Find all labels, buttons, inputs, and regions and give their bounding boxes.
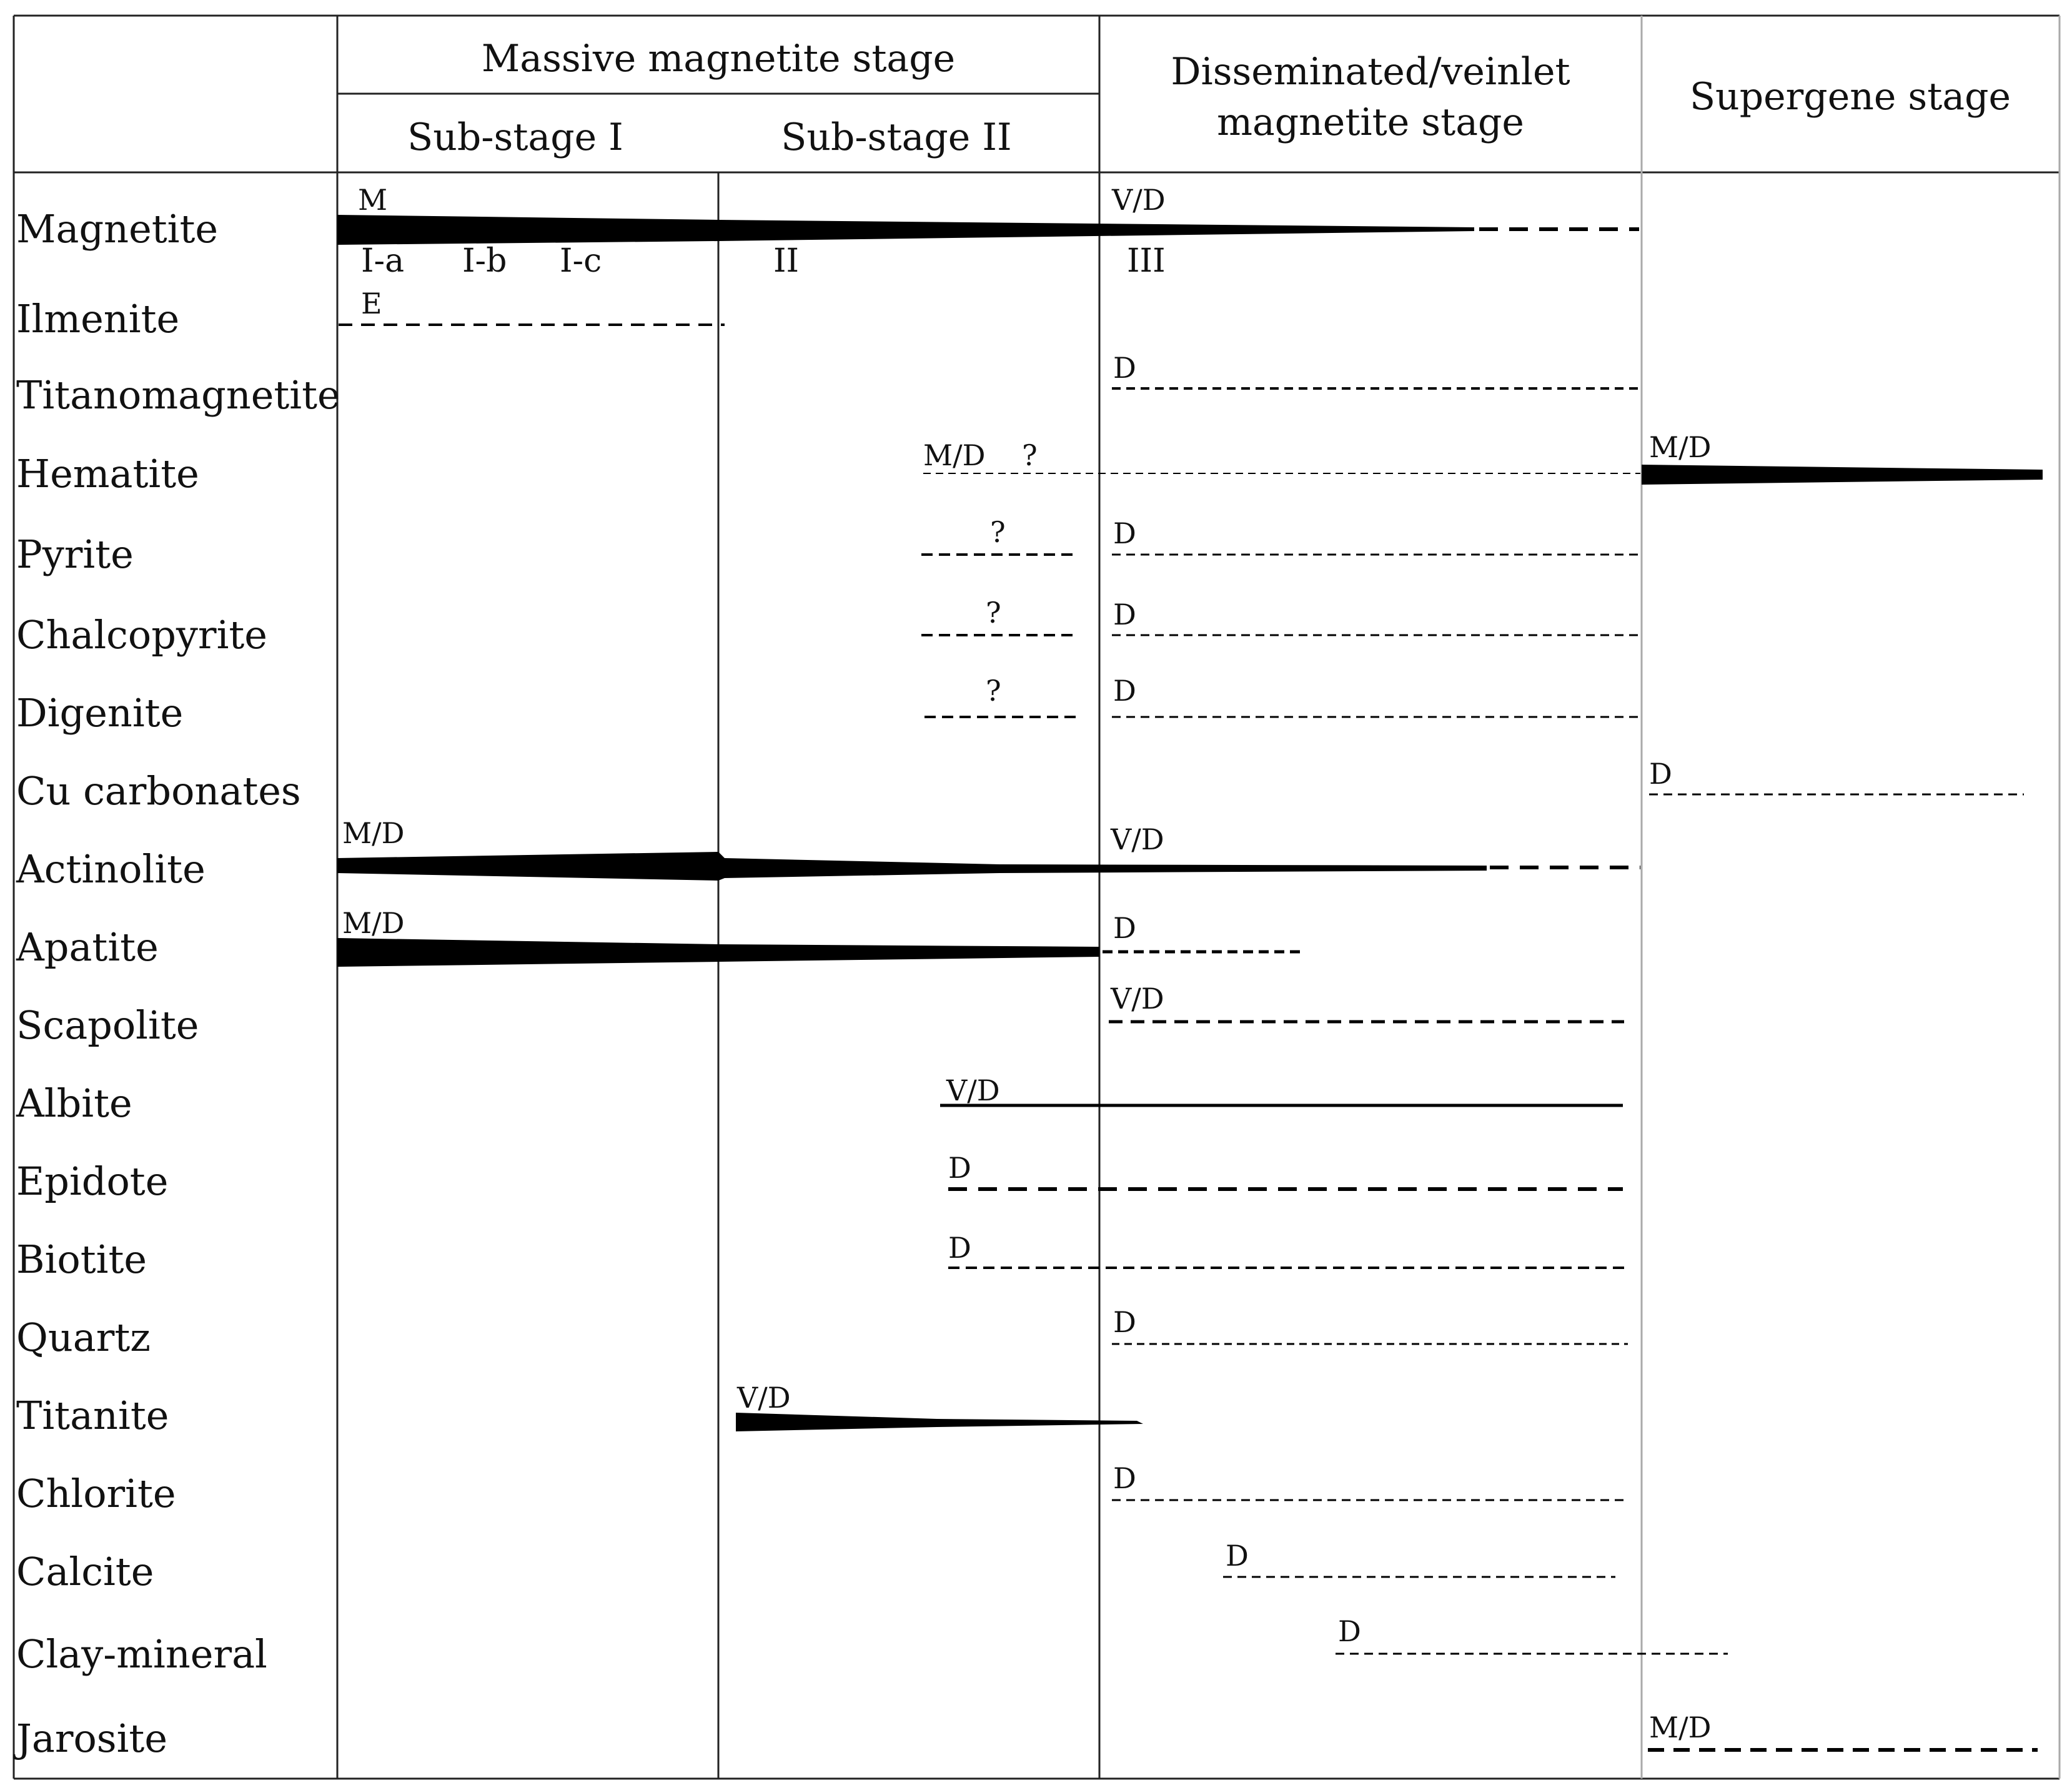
mineral-name-magnetite: Magnetite [16, 206, 219, 252]
magnetite-substage-ib: I-b [462, 242, 507, 280]
mineral-name-jarosite: Jarosite [16, 1716, 168, 1761]
range-bars-albite [940, 1074, 1623, 1107]
substage-1-header: Sub-stage I [407, 116, 623, 159]
mineral-name-ilmenite: Ilmenite [16, 296, 180, 342]
digenite-code-d: D [1113, 674, 1136, 708]
quartz-code-d: D [1113, 1305, 1136, 1339]
mineral-name-apatite: Apatite [16, 924, 159, 970]
magnetite-substage-ic: I-c [560, 242, 602, 280]
range-bars-clay-mineral [1336, 1614, 1728, 1654]
table-frame [14, 16, 2060, 1779]
range-bars-hematite [923, 430, 2043, 485]
actinolite-bar [337, 852, 1487, 881]
disseminated-stage-header-line1: Disseminated/veinlet [1171, 50, 1570, 94]
range-bars-epidote [948, 1151, 1623, 1189]
disseminated-stage-header-line2: magnetite stage [1217, 101, 1524, 144]
supergene-stage-header: Supergene stage [1689, 75, 2011, 119]
hematite-code-question: ? [1022, 438, 1038, 472]
range-bars-chlorite [1112, 1461, 1628, 1500]
range-bars-ilmenite [339, 287, 725, 325]
magnetite-code-m: M [358, 183, 388, 217]
titanomagnetite-code-d: D [1113, 351, 1136, 385]
calcite-code-d: D [1226, 1539, 1249, 1573]
range-bars-titanomagnetite [1112, 351, 1639, 388]
biotite-code-d: D [948, 1231, 971, 1265]
magnetite-substage-iii: III [1127, 242, 1166, 280]
range-bars-scapolite [1109, 982, 1624, 1022]
mineral-name-scapolite: Scapolite [16, 1002, 199, 1048]
substage-2-header: Sub-stage II [781, 116, 1012, 159]
pyrite-code-question: ? [990, 515, 1006, 549]
epidote-code-d: D [948, 1151, 971, 1185]
mineral-names [12, 206, 340, 1761]
mineral-name-chalcopyrite: Chalcopyrite [16, 612, 268, 658]
pyrite-code-d: D [1113, 516, 1136, 550]
mineral-name-calcite: Calcite [16, 1549, 154, 1594]
apatite-code-d: D [1113, 911, 1136, 945]
range-bars-quartz [1112, 1305, 1628, 1344]
range-bars-pyrite [921, 515, 1639, 555]
hematite-code-md: M/D [923, 438, 986, 472]
chlorite-code-d: D [1113, 1461, 1136, 1495]
hematite-code-md-supergene: M/D [1649, 430, 1712, 464]
jarosite-code-md: M/D [1649, 1711, 1712, 1744]
hematite-supergene-bar [1642, 465, 2043, 485]
mineral-name-digenite: Digenite [16, 690, 184, 736]
magnetite-code-vd: V/D [1112, 183, 1166, 217]
range-bars-calcite [1223, 1539, 1615, 1577]
actinolite-code-vd: V/D [1111, 822, 1164, 856]
mineral-name-epidote: Epidote [16, 1158, 169, 1204]
mineral-name-clay-mineral: Clay-mineral [16, 1631, 267, 1677]
range-bars-titanite [736, 1381, 1143, 1431]
range-bars-jarosite [1648, 1711, 2038, 1750]
scapolite-code-vd: V/D [1111, 982, 1164, 1015]
mineral-name-quartz: Quartz [16, 1315, 151, 1360]
mineral-name-pyrite: Pyrite [16, 531, 134, 577]
range-bars-chalcopyrite [921, 596, 1639, 635]
albite-code-vd: V/D [946, 1074, 1000, 1107]
magnetite-massive-bar [337, 215, 1474, 245]
magnetite-substage-ia: I-a [361, 242, 405, 280]
range-bars-apatite [337, 906, 1306, 967]
header [407, 37, 2011, 159]
mineral-name-chlorite: Chlorite [16, 1471, 176, 1516]
mineral-name-hematite: Hematite [16, 451, 199, 496]
magnetite-substage-ii: II [773, 242, 800, 280]
mineral-name-titanite: Titanite [16, 1393, 169, 1438]
range-bars-biotite [948, 1231, 1625, 1268]
range-bars-actinolite [337, 816, 1640, 881]
actinolite-code-md: M/D [342, 816, 405, 850]
range-bars-digenite [924, 674, 1639, 717]
mineral-name-cu-carbonates: Cu carbonates [16, 768, 301, 814]
chalcopyrite-code-d: D [1113, 598, 1136, 631]
titanite-code-vd: V/D [737, 1381, 791, 1415]
digenite-code-question: ? [986, 674, 1001, 708]
mineral-name-titanomagnetite: Titanomagnetite [16, 372, 340, 418]
ilmenite-code-e: E [361, 287, 382, 320]
mineral-name-albite: Albite [16, 1080, 132, 1126]
mineral-name-actinolite: Actinolite [16, 846, 206, 892]
chalcopyrite-code-question: ? [986, 596, 1001, 630]
clay-mineral-code-d: D [1338, 1614, 1361, 1648]
range-bars-cu-carbonates [1649, 757, 2024, 794]
massive-stage-header: Massive magnetite stage [481, 37, 956, 81]
cu-carbonates-code-d: D [1649, 757, 1672, 791]
titanite-bar [736, 1413, 1143, 1431]
range-bars-magnetite [337, 183, 1639, 280]
mineral-name-biotite: Biotite [16, 1237, 147, 1282]
apatite-code-md: M/D [342, 906, 405, 940]
